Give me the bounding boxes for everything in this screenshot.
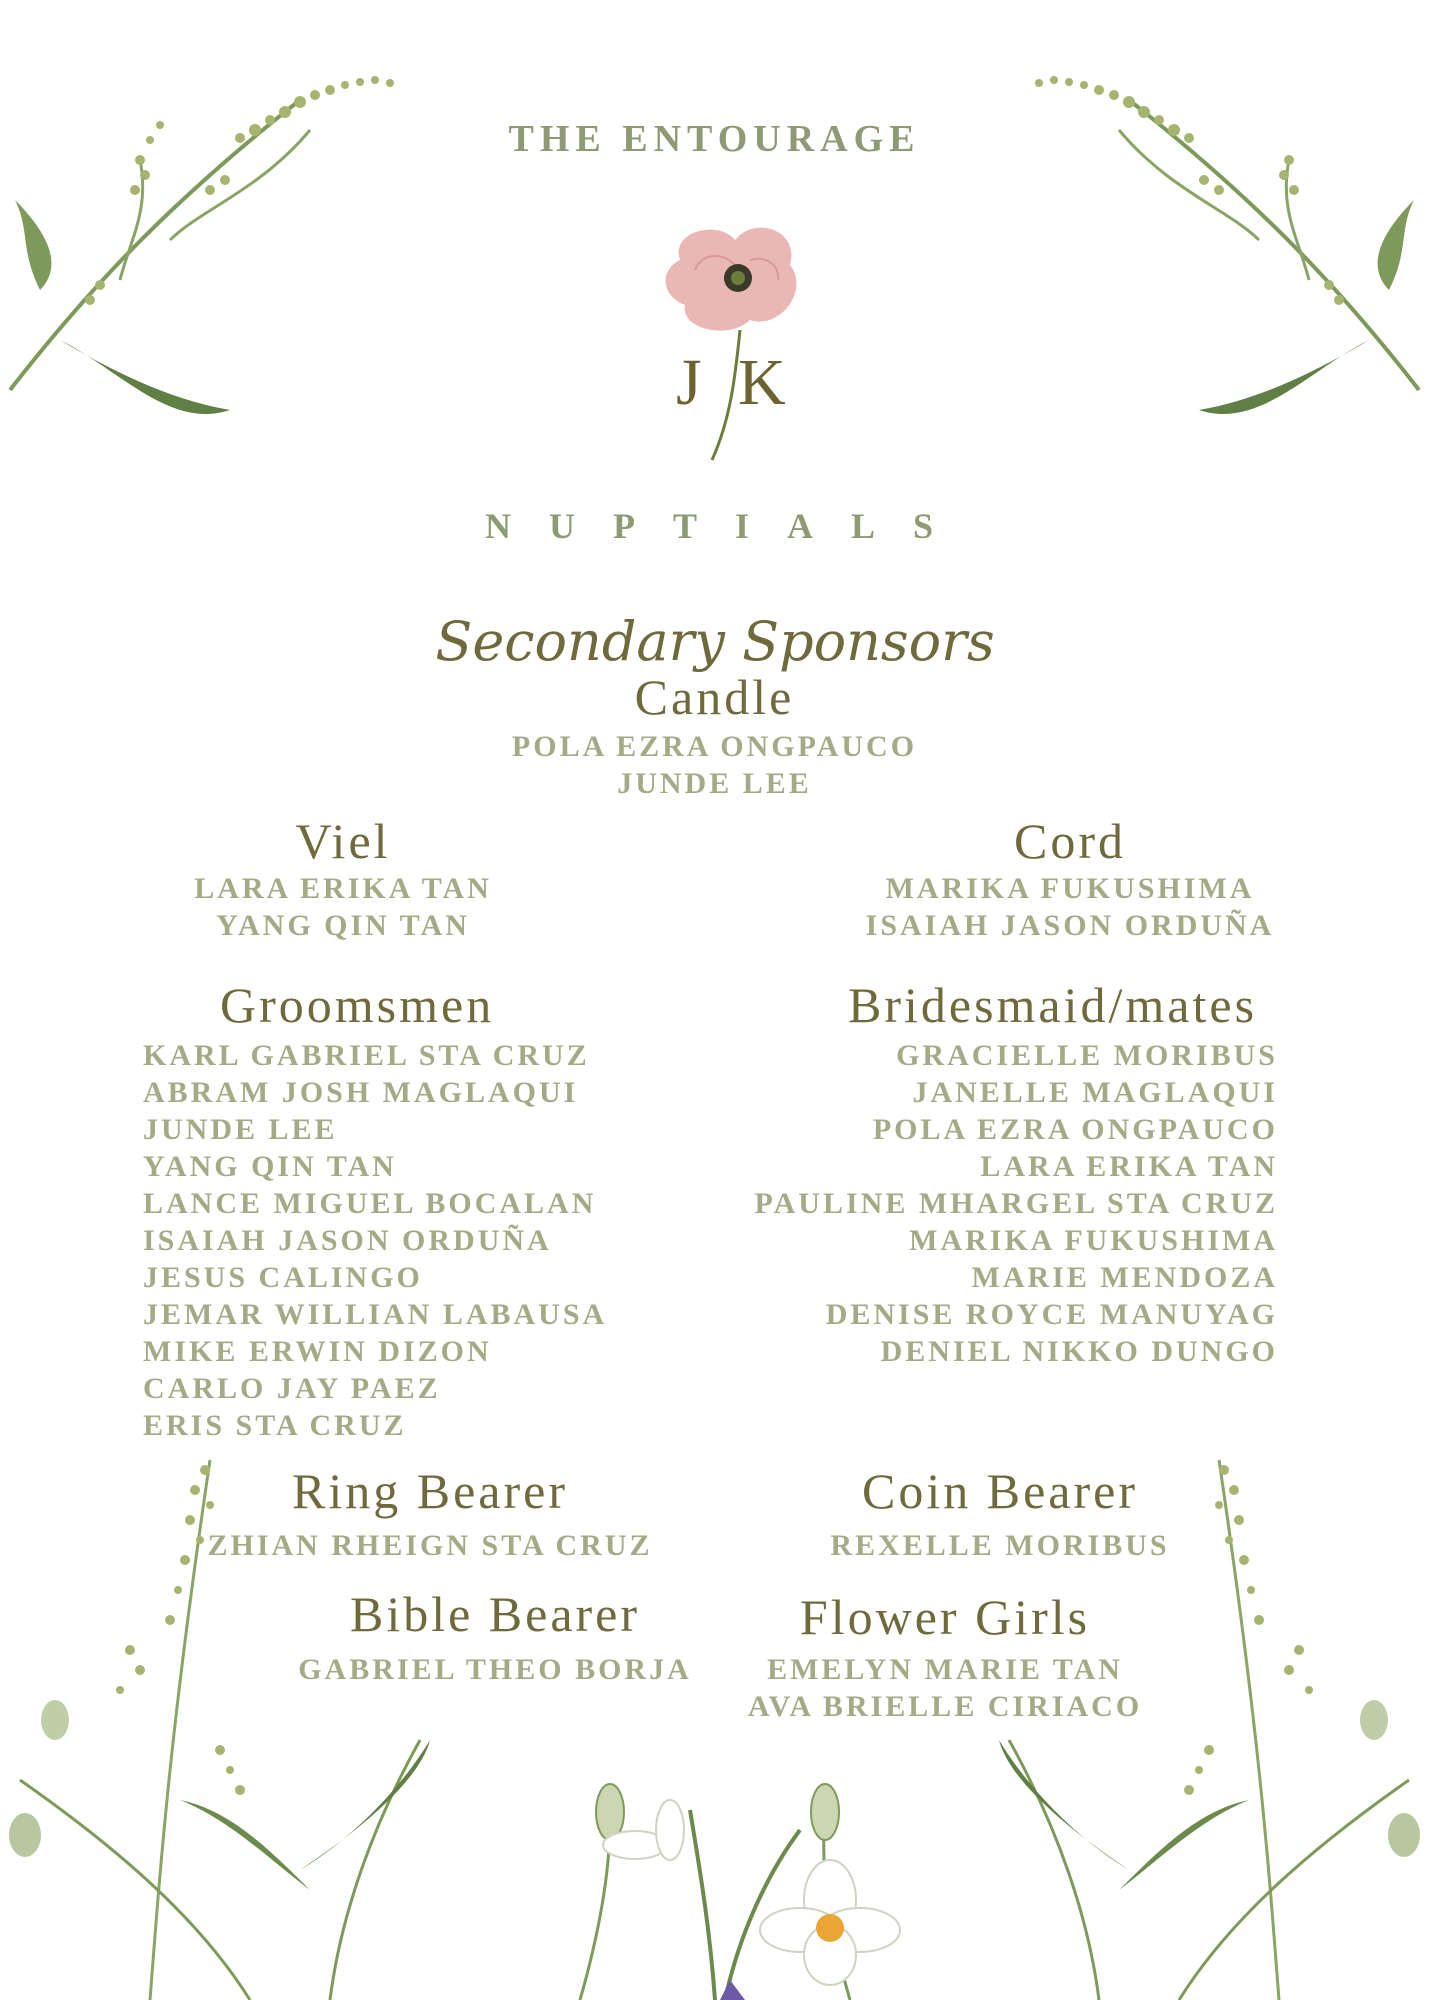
viel-name: YANG QIN TAN <box>216 909 470 942</box>
groomsman-name: ISAIAH JASON ORDUÑA <box>143 1224 552 1257</box>
monogram-right: K <box>738 346 786 419</box>
page-subtitle: NUPTIALS <box>485 506 972 546</box>
bridesmaid-name: LARA ERIKA TAN <box>980 1150 1278 1183</box>
cord-name: MARIKA FUKUSHIMA <box>885 872 1255 905</box>
flower-girls-heading: Flower Girls <box>799 1589 1091 1645</box>
groomsman-name: MIKE ERWIN DIZON <box>143 1335 492 1368</box>
bridesmaid-name: GRACIELLE MORIBUS <box>896 1039 1278 1072</box>
bridesmaid-name: MARIE MENDOZA <box>971 1261 1278 1294</box>
bridesmaid-name: PAULINE MHARGEL STA CRUZ <box>754 1187 1278 1220</box>
bridesmaid-name: MARIKA FUKUSHIMA <box>909 1224 1278 1257</box>
bridesmaid-name: DENISE ROYCE MANUYAG <box>825 1298 1278 1331</box>
groomsman-name: LANCE MIGUEL BOCALAN <box>143 1187 597 1220</box>
bridesmaid-name: JANELLE MAGLAQUI <box>912 1076 1278 1109</box>
groomsman-name: JESUS CALINGO <box>143 1261 423 1294</box>
groomsmen-list <box>143 1037 607 1444</box>
grass-sprig-icon <box>0 40 420 420</box>
secondary-sponsors-script: Secondary Sponsors <box>435 610 995 673</box>
viel-name: LARA ERIKA TAN <box>194 872 492 905</box>
daffodil-bouquet-icon <box>500 1750 930 2000</box>
bridesmaid-name: DENIEL NIKKO DUNGO <box>880 1335 1278 1368</box>
candle-heading: Candle <box>634 669 795 725</box>
monogram-left: J <box>676 346 702 419</box>
flower-girl-name: EMELYN MARIE TAN <box>767 1653 1123 1686</box>
grass-sprig-icon <box>1009 40 1429 420</box>
groomsman-name: JEMAR WILLIAN LABAUSA <box>143 1298 608 1331</box>
groomsman-name: YANG QIN TAN <box>143 1150 397 1183</box>
bible-bearer-name: GABRIEL THEO BORJA <box>298 1653 692 1686</box>
groomsman-name: ABRAM JOSH MAGLAQUI <box>143 1076 579 1109</box>
bridesmaid-name: POLA EZRA ONGPAUCO <box>872 1113 1278 1146</box>
ring-bearer-name: ZHIAN RHEIGN STA CRUZ <box>207 1529 653 1562</box>
coin-bearer-heading: Coin Bearer <box>862 1463 1138 1519</box>
bible-bearer-heading: Bible Bearer <box>349 1586 641 1642</box>
ring-bearer-heading: Ring Bearer <box>292 1463 568 1519</box>
groomsman-name: JUNDE LEE <box>143 1113 338 1146</box>
groomsman-name: CARLO JAY PAEZ <box>143 1372 441 1405</box>
cord-heading: Cord <box>1014 813 1126 869</box>
bridesmaids-list <box>700 1037 1278 1370</box>
bridesmaids-heading: Bridesmaid/mates <box>848 977 1258 1033</box>
coin-bearer-name: REXELLE MORIBUS <box>830 1529 1170 1562</box>
flower-girl-name: AVA BRIELLE CIRIACO <box>747 1690 1143 1723</box>
candle-name: JUNDE LEE <box>617 767 812 800</box>
groomsman-name: KARL GABRIEL STA CRUZ <box>143 1039 590 1072</box>
viel-heading: Viel <box>295 813 391 869</box>
groomsmen-heading: Groomsmen <box>220 977 495 1033</box>
page-title: THE ENTOURAGE <box>508 118 921 160</box>
cord-name: ISAIAH JASON ORDUÑA <box>865 909 1275 942</box>
groomsman-name: ERIS STA CRUZ <box>143 1409 407 1442</box>
candle-name: POLA EZRA ONGPAUCO <box>511 730 918 763</box>
